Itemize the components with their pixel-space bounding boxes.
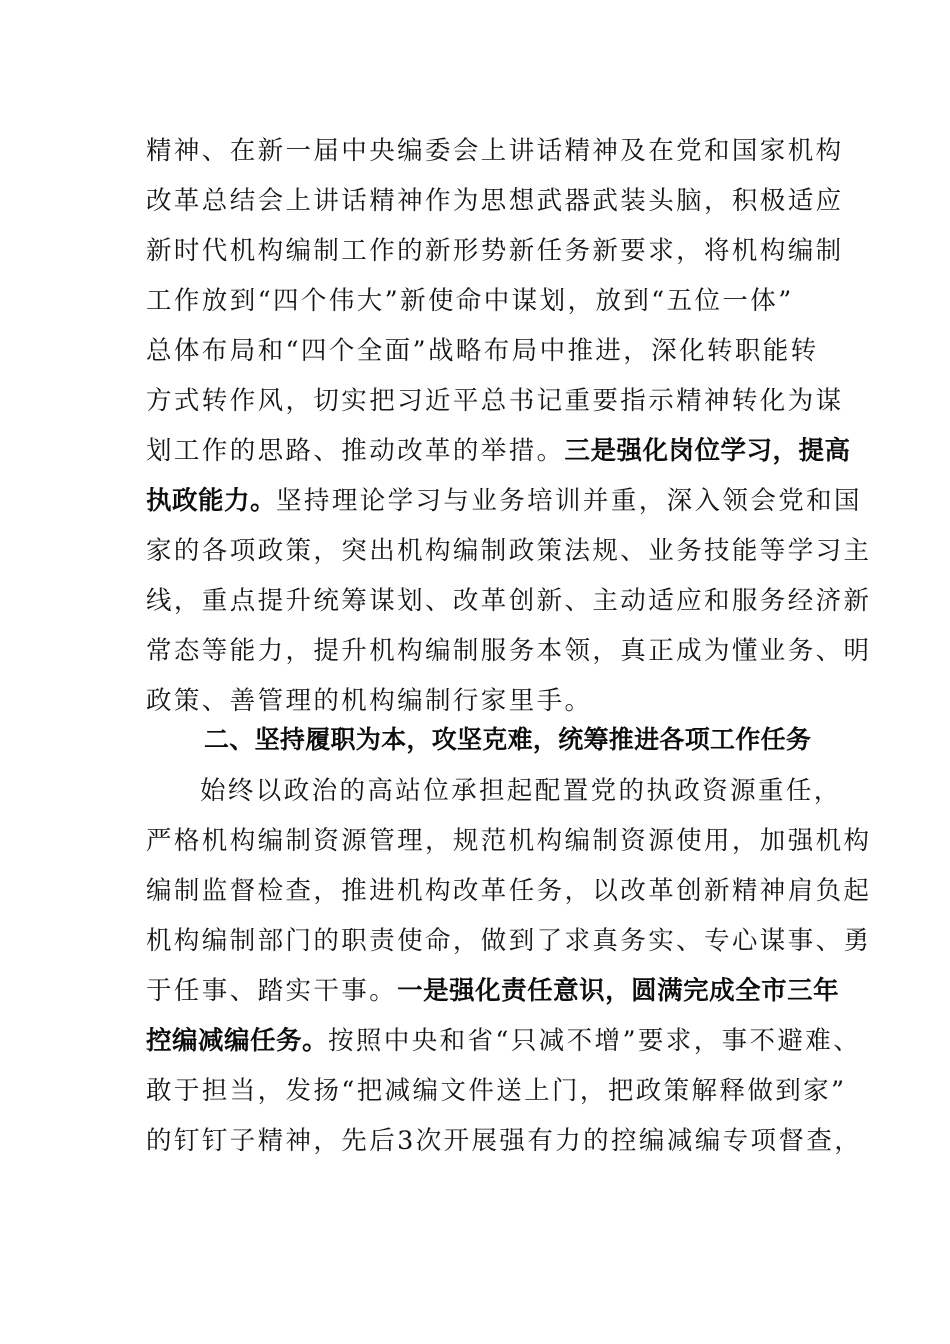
paragraph-line: 家的各项政策，突出机构编制政策法规、业务技能等学习主	[146, 536, 872, 566]
paragraph-line: 工作放到“四个伟大”新使命中谋划，放到“五位一体”	[146, 286, 794, 316]
bold-subheading: 三是强化岗位学习，提高	[564, 436, 851, 466]
paragraph-line: 的钉钉子精神，先后3次开展强有力的控编减编专项督查，	[146, 1126, 863, 1156]
section-heading: 二、坚持履职为本，攻坚克难，统筹推进各项工作任务	[204, 725, 812, 754]
bold-subheading: 控编减编任务。	[146, 1026, 329, 1056]
paragraph-line	[146, 485, 862, 517]
paragraph-line: 严格机构编制资源管理，规范机构编制资源使用，加强机构	[146, 826, 872, 856]
paragraph-line: 始终以政治的高站位承担起配置党的执政资源重任，	[200, 776, 842, 806]
paragraph-line: 常态等能力，提升机构编制服务本领，真正成为懂业务、明	[146, 636, 872, 666]
bold-subheading: 一是强化责任意识，圆满完成全市三年	[397, 976, 840, 1006]
paragraph-line	[146, 1025, 861, 1057]
paragraph-text: 坚持理论学习与业务培训并重，深入领会党和国	[276, 486, 862, 516]
paragraph-line: 新时代机构编制工作的新形势新任务新要求，将机构编制	[146, 236, 844, 266]
paragraph-text: 按照中央和省“只减不增”要求，事不避难、	[328, 1026, 862, 1056]
paragraph-line: 改革总结会上讲话精神作为思想武器武装头脑，积极适应	[146, 186, 844, 216]
paragraph-text: 于任事、踏实干事。	[146, 976, 398, 1006]
paragraph-line	[146, 975, 839, 1007]
paragraph-line: 编制监督检查，推进机构改革任务，以改革创新精神肩负起	[146, 876, 872, 906]
paragraph-line: 机构编制部门的职责使命，做到了求真务实、专心谋事、勇	[146, 926, 872, 956]
paragraph-line: 总体布局和“四个全面”战略布局中推进，深化转职能转	[146, 336, 819, 366]
paragraph-line: 精神、在新一届中央编委会上讲话精神及在党和国家机构	[146, 136, 844, 166]
bold-subheading: 执政能力。	[146, 486, 277, 516]
paragraph-line: 方式转作风，切实把习近平总书记重要指示精神转化为谋	[146, 386, 844, 416]
paragraph-line: 敢于担当，发扬“把减编文件送上门，把政策解释做到家”	[146, 1076, 847, 1106]
paragraph-line: 政策、善管理的机构编制行家里手。	[146, 686, 593, 716]
paragraph-text: 划工作的思路、推动改革的举措。	[146, 436, 565, 466]
paragraph-line	[146, 435, 851, 467]
paragraph-line: 线，重点提升统筹谋划、改革创新、主动适应和服务经济新	[146, 586, 872, 616]
